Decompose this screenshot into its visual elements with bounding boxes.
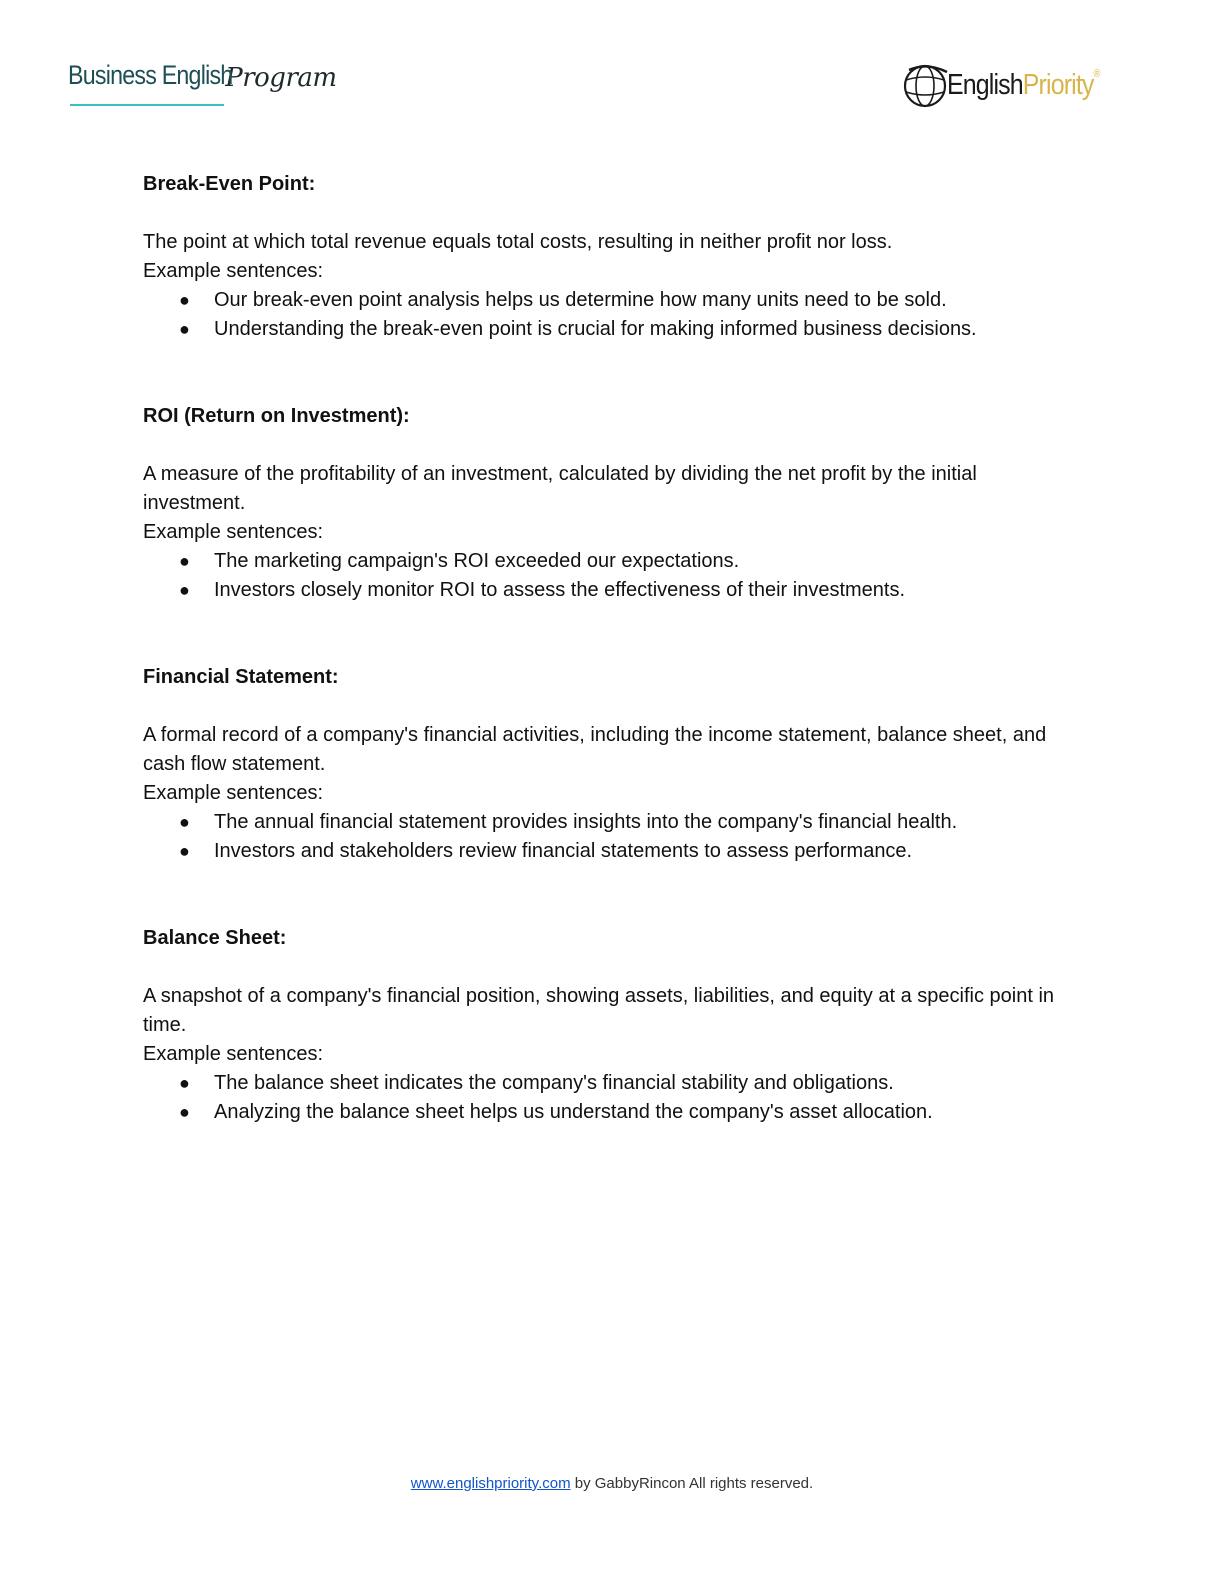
bullet-icon: ● (179, 551, 190, 571)
term-heading: ROI (Return on Investment): (143, 405, 410, 427)
list-item (143, 1069, 1083, 1098)
example-label: Example sentences: (143, 260, 324, 282)
glossary-section (143, 170, 1083, 344)
registered-mark: ® (1093, 67, 1100, 80)
example-sentence: Investors closely monitor ROI to assess the effectiveness of their investments. (214, 579, 906, 601)
term-heading: Break-Even Point: (143, 173, 316, 195)
term-definition: A snapshot of a company's financial position, showing assets, liabilities, and equity at a specific point in time. (143, 985, 1055, 1036)
example-list (143, 286, 1083, 344)
example-list (143, 1069, 1083, 1127)
logo-program-text: Program (225, 63, 337, 93)
example-sentence: Investors and stakeholders review financial statements to assess performance. (214, 840, 913, 862)
example-list (143, 547, 1083, 605)
example-label: Example sentences: (143, 521, 324, 543)
bullet-icon: ● (179, 1073, 190, 1093)
copyright-text: by GabbyRincon All rights reserved. (570, 1475, 814, 1492)
bullet-icon: ● (179, 1102, 190, 1122)
bullet-icon: ● (179, 290, 190, 310)
list-item (143, 315, 1083, 344)
term-definition: The point at which total revenue equals total costs, resulting in neither profit nor loss. (143, 231, 893, 253)
logo-english-priority-text (946, 67, 1100, 101)
logo-english-text: English (946, 68, 1023, 101)
glossary-section (143, 402, 1083, 605)
example-label: Example sentences: (143, 1043, 324, 1065)
glossary-content (143, 170, 1083, 1185)
logo-underline (70, 104, 224, 106)
list-item (143, 808, 1083, 837)
glossary-section (143, 924, 1083, 1127)
example-label: Example sentences: (143, 782, 324, 804)
glossary-section (143, 663, 1083, 866)
example-list (143, 808, 1083, 866)
list-item (143, 547, 1083, 576)
term-definition: A formal record of a company's financial activities, including the income statement, balance sheet, and cash flow statement. (143, 724, 1047, 775)
english-priority-logo (901, 60, 1124, 110)
logo-priority-text: Priority (1022, 68, 1094, 101)
term-heading: Financial Statement: (143, 666, 339, 688)
list-item (143, 1098, 1083, 1127)
list-item (143, 837, 1083, 866)
term-definition: A measure of the profitability of an investment, calculated by dividing the net profit by the initial investment. (143, 463, 977, 514)
example-sentence: Our break-even point analysis helps us determine how many units need to be sold. (214, 289, 947, 311)
example-sentence: The balance sheet indicates the company's financial stability and obligations. (214, 1072, 894, 1094)
term-heading: Balance Sheet: (143, 927, 287, 949)
business-english-program-logo (68, 62, 337, 95)
example-sentence: Understanding the break-even point is crucial for making informed business decisions. (214, 318, 977, 340)
globe-icon (901, 60, 951, 110)
example-sentence: Analyzing the balance sheet helps us understand the company's asset allocation. (214, 1101, 933, 1123)
bullet-icon: ● (179, 841, 190, 861)
bullet-icon: ● (179, 812, 190, 832)
logo-business-english-text: Business English (68, 60, 233, 90)
footer (0, 1475, 1224, 1492)
example-sentence: The marketing campaign's ROI exceeded our expectations. (214, 550, 740, 572)
bullet-icon: ● (179, 319, 190, 339)
website-link[interactable]: www.englishpriority.com (410, 1475, 571, 1492)
list-item (143, 286, 1083, 315)
bullet-icon: ● (179, 580, 190, 600)
example-sentence: The annual financial statement provides insights into the company's financial health. (214, 811, 958, 833)
list-item (143, 576, 1083, 605)
